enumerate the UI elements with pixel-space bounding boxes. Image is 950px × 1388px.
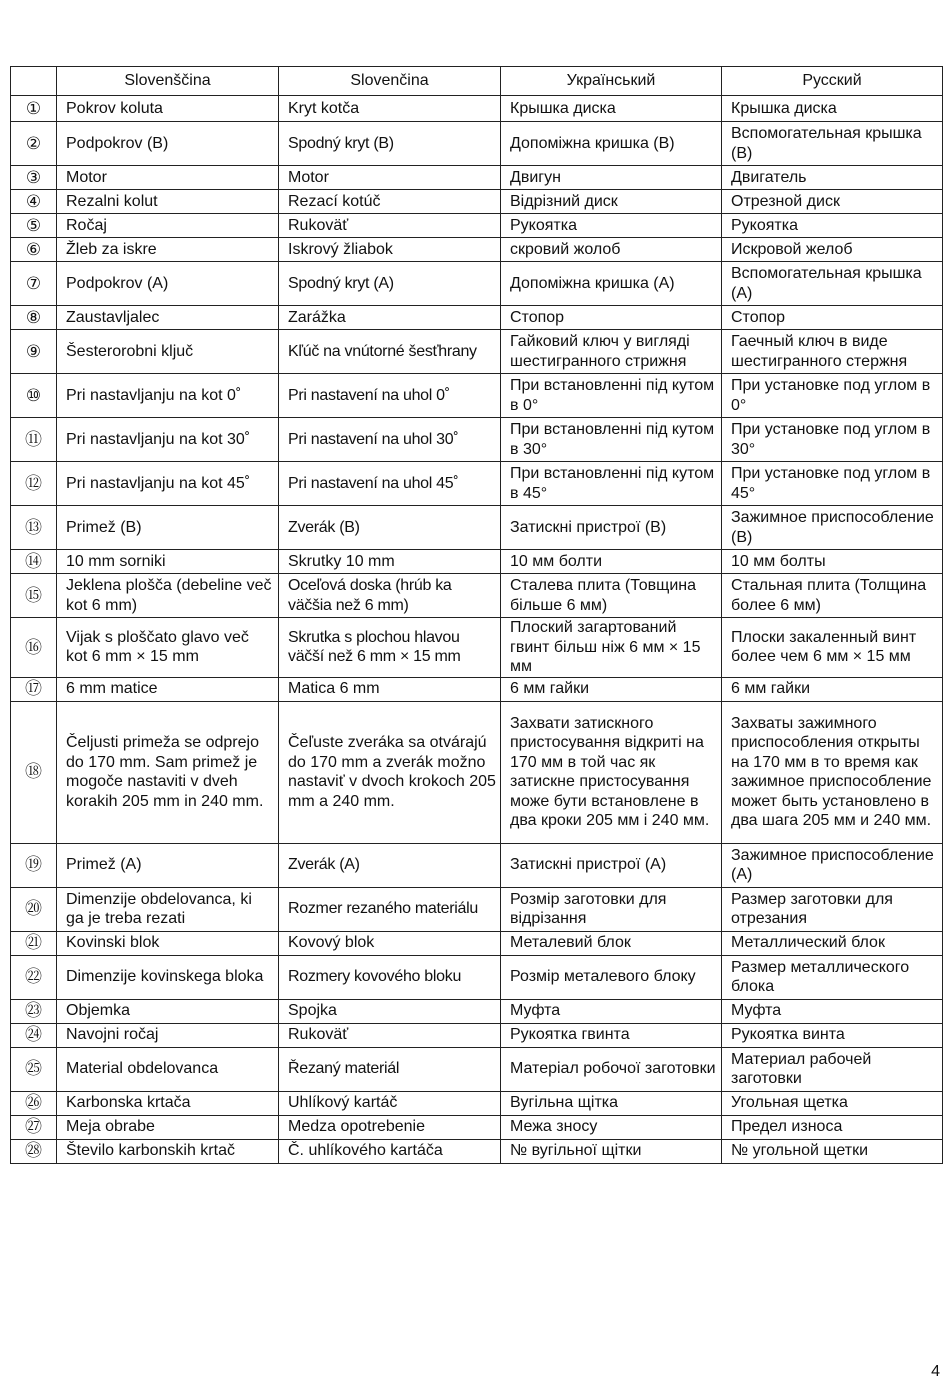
term-slovenscina: 10 mm sorniki xyxy=(57,550,279,574)
term-ukrainian: Допоміжна кришка (B) xyxy=(501,122,722,166)
row-number: ③ xyxy=(11,166,57,190)
term-russian: Рукоятка винта xyxy=(722,1023,943,1047)
term-slovenscina: 6 mm matice xyxy=(57,677,279,701)
header-row xyxy=(11,67,943,96)
term-slovenscina: Kovinski blok xyxy=(57,931,279,955)
table-row xyxy=(11,574,943,618)
term-ukrainian: Затискні пристрої (A) xyxy=(501,843,722,887)
term-slovencina: Skrutka s plochou hlavou väčší než 6 mm × 15 mm xyxy=(279,618,501,678)
row-number: ⑧ xyxy=(11,306,57,330)
term-ukrainian: Рукоятка xyxy=(501,214,722,238)
term-slovenscina: Podpokrov (B) xyxy=(57,122,279,166)
term-slovenscina: Zaustavljalec xyxy=(57,306,279,330)
term-slovencina: Iskrový žliabok xyxy=(279,238,501,262)
row-number: ㉗ xyxy=(11,1115,57,1139)
term-russian: При установке под углом в 0° xyxy=(722,374,943,418)
term-slovenscina: Karbonska krtača xyxy=(57,1091,279,1115)
table-row xyxy=(11,931,943,955)
glossary-table xyxy=(10,66,943,1164)
term-slovencina: Spodný kryt (B) xyxy=(279,122,501,166)
term-slovenscina: Število karbonskih krtač xyxy=(57,1139,279,1163)
term-russian: 6 мм гайки xyxy=(722,677,943,701)
table-row xyxy=(11,418,943,462)
header-slovencina: Slovenčina xyxy=(279,67,501,96)
header-russian: Русский xyxy=(722,67,943,96)
term-russian: Вспомогательная крышка (A) xyxy=(722,262,943,306)
table-row xyxy=(11,238,943,262)
term-russian: Размер заготовки для отрезания xyxy=(722,887,943,931)
table-row xyxy=(11,96,943,122)
term-slovencina: Kovový blok xyxy=(279,931,501,955)
term-ukrainian: № вугільної щітки xyxy=(501,1139,722,1163)
term-ukrainian: Розмір заготовки для відрізання xyxy=(501,887,722,931)
table-row xyxy=(11,506,943,550)
table-row xyxy=(11,701,943,843)
term-slovencina: Zverák (A) xyxy=(279,843,501,887)
term-russian: № угольной щетки xyxy=(722,1139,943,1163)
term-ukrainian: Рукоятка гвинта xyxy=(501,1023,722,1047)
term-slovencina: Oceľová doska (hrúb ka väčšia než 6 mm) xyxy=(279,574,501,618)
table-row xyxy=(11,330,943,374)
term-ukrainian: скровий жолоб xyxy=(501,238,722,262)
term-slovenscina: Pri nastavljanju na kot 0˚ xyxy=(57,374,279,418)
header-slovenscina: Slovenščina xyxy=(57,67,279,96)
table-row xyxy=(11,550,943,574)
row-number: ㉓ xyxy=(11,999,57,1023)
table-row xyxy=(11,166,943,190)
row-number: ⑤ xyxy=(11,214,57,238)
term-slovencina: Rukoväť xyxy=(279,1023,501,1047)
term-slovenscina: Jeklena plošča (debeline več kot 6 mm) xyxy=(57,574,279,618)
term-ukrainian: Плоский загартований гвинт більш ніж 6 мм × 15 мм xyxy=(501,618,722,678)
term-russian: Вспомогательная крышка (B) xyxy=(722,122,943,166)
table-row xyxy=(11,999,943,1023)
row-number: ㉒ xyxy=(11,955,57,999)
table-row xyxy=(11,306,943,330)
term-slovencina: Spodný kryt (A) xyxy=(279,262,501,306)
term-ukrainian: Муфта xyxy=(501,999,722,1023)
term-slovenscina: Primež (B) xyxy=(57,506,279,550)
table-row xyxy=(11,618,943,678)
term-russian: Гаечный ключ в виде шестигранного стержня xyxy=(722,330,943,374)
term-slovenscina: Dimenzije obdelovanca, ki ga je treba rezati xyxy=(57,887,279,931)
term-slovenscina: Motor xyxy=(57,166,279,190)
term-slovenscina: Rezalni kolut xyxy=(57,190,279,214)
term-ukrainian: Допоміжна кришка (A) xyxy=(501,262,722,306)
term-ukrainian: Вугільна щітка xyxy=(501,1091,722,1115)
term-russian: Предел износа xyxy=(722,1115,943,1139)
term-slovenscina: Meja obrabe xyxy=(57,1115,279,1139)
table-row xyxy=(11,214,943,238)
term-slovencina: Rozmer rezaného materiálu xyxy=(279,887,501,931)
term-russian: Двигатель xyxy=(722,166,943,190)
term-slovencina: Skrutky 10 mm xyxy=(279,550,501,574)
glossary-body xyxy=(11,96,943,1164)
term-slovencina: Č. uhlíkového kartáča xyxy=(279,1139,501,1163)
row-number: ㉘ xyxy=(11,1139,57,1163)
term-slovenscina: Žleb za iskre xyxy=(57,238,279,262)
term-slovenscina: Primež (A) xyxy=(57,843,279,887)
term-slovencina: Pri nastavení na uhol 45˚ xyxy=(279,462,501,506)
row-number: ⑲ xyxy=(11,843,57,887)
term-ukrainian: Крышка диска xyxy=(501,96,722,122)
term-russian: При установке под углом в 30° xyxy=(722,418,943,462)
term-russian: Муфта xyxy=(722,999,943,1023)
row-number: ㉕ xyxy=(11,1047,57,1091)
term-russian: Металлический блок xyxy=(722,931,943,955)
term-slovenscina: Čeljusti primeža se odprejo do 170 mm. Sam primež je mogoče nastaviti v dveh korakih 205 mm in 240 mm. xyxy=(57,701,279,843)
row-number: ⑪ xyxy=(11,418,57,462)
term-ukrainian: При встановленні під кутом в 30° xyxy=(501,418,722,462)
term-ukrainian: Розмір металевого блоку xyxy=(501,955,722,999)
table-row xyxy=(11,1023,943,1047)
row-number: ② xyxy=(11,122,57,166)
term-russian: 10 мм болты xyxy=(722,550,943,574)
term-slovencina: Pri nastavení na uhol 0˚ xyxy=(279,374,501,418)
row-number: ⑯ xyxy=(11,618,57,678)
row-number: ⑫ xyxy=(11,462,57,506)
header-ukrainian: Український xyxy=(501,67,722,96)
table-row xyxy=(11,1091,943,1115)
term-slovencina: Spojka xyxy=(279,999,501,1023)
row-number: ⑮ xyxy=(11,574,57,618)
term-russian: Рукоятка xyxy=(722,214,943,238)
row-number: ⑥ xyxy=(11,238,57,262)
term-russian: Размер металлического блока xyxy=(722,955,943,999)
term-slovenscina: Šesterorobni ključ xyxy=(57,330,279,374)
row-number: ⑩ xyxy=(11,374,57,418)
row-number: ⑬ xyxy=(11,506,57,550)
term-slovencina: Zverák (B) xyxy=(279,506,501,550)
term-russian: Искровой желоб xyxy=(722,238,943,262)
term-ukrainian: Стопор xyxy=(501,306,722,330)
term-russian: Угольная щетка xyxy=(722,1091,943,1115)
term-slovencina: Zarážka xyxy=(279,306,501,330)
term-slovenscina: Material obdelovanca xyxy=(57,1047,279,1091)
term-ukrainian: Гайковий ключ у вигляді шестигранного стрижня xyxy=(501,330,722,374)
table-row xyxy=(11,122,943,166)
term-russian: Стальная плита (Толщина более 6 мм) xyxy=(722,574,943,618)
table-row xyxy=(11,887,943,931)
term-slovencina: Rozmery kovového bloku xyxy=(279,955,501,999)
row-number: ㉔ xyxy=(11,1023,57,1047)
table-row xyxy=(11,677,943,701)
term-russian: Стопор xyxy=(722,306,943,330)
term-slovenscina: Pri nastavljanju na kot 30˚ xyxy=(57,418,279,462)
row-number: ④ xyxy=(11,190,57,214)
table-row xyxy=(11,1115,943,1139)
term-ukrainian: Металевий блок xyxy=(501,931,722,955)
row-number: ㉑ xyxy=(11,931,57,955)
term-russian: Зажимное приспособление (B) xyxy=(722,506,943,550)
term-slovenscina: Dimenzije kovinskega bloka xyxy=(57,955,279,999)
term-ukrainian: При встановленні під кутом в 0° xyxy=(501,374,722,418)
term-slovenscina: Vijak s ploščato glavo več kot 6 mm × 15 mm xyxy=(57,618,279,678)
term-ukrainian: 6 мм гайки xyxy=(501,677,722,701)
table-row xyxy=(11,462,943,506)
row-number: ㉖ xyxy=(11,1091,57,1115)
row-number: ① xyxy=(11,96,57,122)
term-slovencina: Motor xyxy=(279,166,501,190)
term-ukrainian: Сталева плита (Товщина більше 6 мм) xyxy=(501,574,722,618)
term-slovenscina: Pri nastavljanju na kot 45˚ xyxy=(57,462,279,506)
term-slovencina: Rukoväť xyxy=(279,214,501,238)
page-number: 4 xyxy=(931,1363,940,1380)
term-ukrainian: 10 мм болти xyxy=(501,550,722,574)
term-slovencina: Uhlíkový kartáč xyxy=(279,1091,501,1115)
term-slovencina: Matica 6 mm xyxy=(279,677,501,701)
term-ukrainian: При встановленні під кутом в 45° xyxy=(501,462,722,506)
term-russian: Материал рабочей заготовки xyxy=(722,1047,943,1091)
table-row xyxy=(11,262,943,306)
table-row xyxy=(11,1047,943,1091)
row-number: ⑱ xyxy=(11,701,57,843)
term-russian: Захваты зажимного приспособления открыты на 170 мм в то время как зажимное приспособление может быть установлено в два шага 205 мм и 240 мм. xyxy=(722,701,943,843)
term-ukrainian: Межа зносу xyxy=(501,1115,722,1139)
term-ukrainian: Двигун xyxy=(501,166,722,190)
table-row xyxy=(11,190,943,214)
term-slovencina: Řezaný materiál xyxy=(279,1047,501,1091)
term-slovencina: Čeľuste zveráka sa otvárajú do 170 mm a zverák možno nastaviť v dvoch krokoch 205 mm a 240 mm. xyxy=(279,701,501,843)
term-ukrainian: Захвати затискного пристосування відкриті на 170 мм в той час як затискне пристосування може бути встановлене в два кроки 205 мм і 240 мм. xyxy=(501,701,722,843)
row-number: ⑳ xyxy=(11,887,57,931)
table-row xyxy=(11,1139,943,1163)
term-ukrainian: Затискні пристрої (B) xyxy=(501,506,722,550)
row-number: ⑭ xyxy=(11,550,57,574)
term-slovenscina: Navojni ročaj xyxy=(57,1023,279,1047)
row-number: ⑨ xyxy=(11,330,57,374)
term-slovencina: Rezací kotúč xyxy=(279,190,501,214)
term-russian: Крышка диска xyxy=(722,96,943,122)
table-row xyxy=(11,374,943,418)
table-row xyxy=(11,955,943,999)
term-slovencina: Pri nastavení na uhol 30˚ xyxy=(279,418,501,462)
row-number: ⑰ xyxy=(11,677,57,701)
table-row xyxy=(11,843,943,887)
term-russian: Отрезной диск xyxy=(722,190,943,214)
term-russian: Зажимное приспособление (A) xyxy=(722,843,943,887)
term-russian: При установке под углом в 45° xyxy=(722,462,943,506)
term-ukrainian: Матеріал робочої заготовки xyxy=(501,1047,722,1091)
term-slovenscina: Podpokrov (A) xyxy=(57,262,279,306)
term-slovenscina: Objemka xyxy=(57,999,279,1023)
term-slovencina: Medza opotrebenie xyxy=(279,1115,501,1139)
header-index xyxy=(11,67,57,96)
term-ukrainian: Відрізний диск xyxy=(501,190,722,214)
term-slovencina: Kryt kotča xyxy=(279,96,501,122)
term-slovenscina: Pokrov koluta xyxy=(57,96,279,122)
term-slovenscina: Ročaj xyxy=(57,214,279,238)
term-slovencina: Kľúč na vnútorné šesťhrany xyxy=(279,330,501,374)
row-number: ⑦ xyxy=(11,262,57,306)
term-russian: Плоски закаленный винт более чем 6 мм × 15 мм xyxy=(722,618,943,678)
